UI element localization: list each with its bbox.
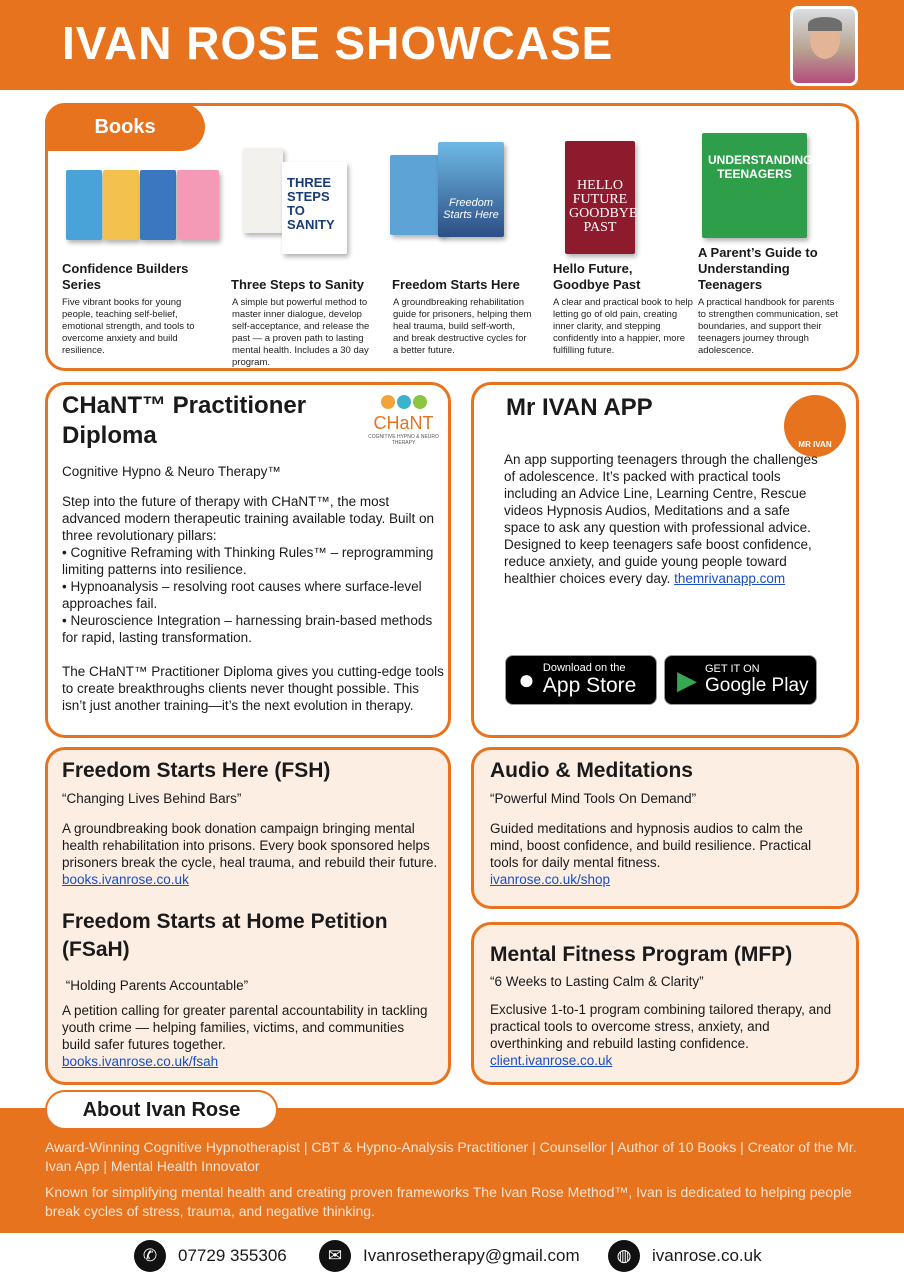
email-text: Ivanrosetherapy@gmail.com xyxy=(363,1246,580,1265)
mfp-title: Mental Fitness Program (MFP) xyxy=(490,943,793,966)
book-desc: A simple but powerful method to master inner dialogue, develop self-acceptance, and release the past — a proven path to lasting mental health. Includes a 30 day program. xyxy=(232,297,370,368)
app-body: An app supporting teenagers through the challenges of adolescence. It’s packed with practical tools including an Advice Line, Learning Centre, Rescue videos Hypnosis Audios, Meditations and a safe space to ask any question with professional advice. Designed to keep teenagers safe boost confidence, reduce anxiety, and guide young people toward healthier choices every day. xyxy=(504,452,818,586)
phone-icon: ✆ xyxy=(134,1240,166,1272)
appstore-big: App Store xyxy=(542,674,637,697)
mfp-body: Exclusive 1-to-1 program combining tailored therapy, and practical tools to overcome stress, anxiety, and overthinking and rebuild lasting confidence. xyxy=(490,1002,832,1051)
chant-logo-sub: COGNITIVE HYPNO & NEURO THERAPY xyxy=(368,434,439,446)
page-title: IVAN ROSE SHOWCASE xyxy=(62,17,614,69)
about-title: About Ivan Rose xyxy=(45,1090,278,1130)
globe-icon: ◍ xyxy=(608,1240,640,1272)
audio-body: Guided meditations and hypnosis audios to calm the mind, boost confidence, and build resilience. Practical tools for daily mental fitness. xyxy=(490,821,812,870)
fsh-title: Freedom Starts Here (FSH) xyxy=(62,759,331,782)
chant-pillar: • Neuroscience Integration – harnessing brain-based methods for rapid, lasting transformation. xyxy=(62,613,433,645)
fsah-link[interactable]: books.ivanrose.co.uk/fsah xyxy=(62,1054,219,1069)
chant-logo-text: CHaNT xyxy=(373,413,434,433)
fsh-section xyxy=(45,747,451,1085)
chant-section xyxy=(45,382,451,738)
mail-icon: ✉ xyxy=(319,1240,351,1272)
book-desc: A groundbreaking rehabilitation guide for prisoners, helping them heal trauma, build self-worth, and break destructive cycles for a better future. xyxy=(393,297,532,356)
app-title: Mr IVAN APP xyxy=(506,394,653,421)
google-play-button[interactable] xyxy=(664,655,817,705)
cover-freedom-back xyxy=(390,155,445,235)
books-tab: Books xyxy=(45,103,205,151)
chant-closing: The CHaNT™ Practitioner Diploma gives you cutting-edge tools to create breakthroughs clients never thought possible. This isn’t just another training—it’s the next evolution in therapy. xyxy=(62,664,444,713)
chant-title: CHaNT™ Practitioner Diploma xyxy=(62,392,307,449)
book-desc: A clear and practical book to help letting go of old pain, creating inner clarity, and stepping confidently into a happier, more fulfilling future. xyxy=(553,297,693,356)
play-big: Google Play xyxy=(705,675,809,696)
chant-pillar: • Cognitive Reframing with Thinking Rules™ – reprogramming limiting patterns into resilience. xyxy=(62,545,434,577)
apple-icon: ● xyxy=(518,664,535,695)
cover-hello-title: HELLO FUTURE GOODBYE PAST xyxy=(569,178,638,235)
mfp-quote: “6 Weeks to Lasting Calm & Clarity” xyxy=(490,974,704,989)
audio-quote: “Powerful Mind Tools On Demand” xyxy=(490,791,697,806)
appstore-small: Download on the xyxy=(542,662,626,674)
phone-text: 07729 355306 xyxy=(178,1246,287,1265)
website-text: ivanrose.co.uk xyxy=(652,1246,762,1265)
chant-body xyxy=(62,493,444,714)
mr-ivan-logo: MR IVAN xyxy=(784,395,846,457)
contact-phone[interactable] xyxy=(134,1240,287,1272)
book-title: Hello Future, Goodbye Past xyxy=(553,261,641,292)
fsh-quote: “Changing Lives Behind Bars” xyxy=(62,791,242,806)
book-title: Confidence Builders Series xyxy=(62,261,189,292)
book-title: A Parent’s Guide to Understanding Teenagers xyxy=(698,245,818,292)
about-credentials: Award-Winning Cognitive Hypnotherapist | CBT & Hypno-Analysis Practitioner | Counsellor | Author of 10 Books | Creator of the Mr. Ivan App | Mental Health Innovator xyxy=(45,1139,857,1174)
mfp-link[interactable]: client.ivanrose.co.uk xyxy=(490,1053,613,1068)
contact-email[interactable] xyxy=(319,1240,580,1272)
about-description: Known for simplifying mental health and creating proven frameworks The Ivan Rose Method™, Ivan is dedicated to helping people break cycles of stress, trauma, and negative thinking. xyxy=(45,1184,852,1219)
chant-subtitle: Cognitive Hypno & Neuro Therapy™ xyxy=(62,464,281,479)
cover-hello-future xyxy=(565,141,638,254)
book-title: Three Steps to Sanity xyxy=(231,277,364,292)
mfp-section xyxy=(471,922,859,1085)
app-store-button[interactable] xyxy=(505,655,657,705)
chant-pillar: • Hypnoanalysis – resolving root causes where surface-level approaches fail. xyxy=(62,579,422,611)
fsah-quote: “Holding Parents Accountable” xyxy=(62,978,249,993)
avatar xyxy=(790,6,858,86)
play-small: GET IT ON xyxy=(705,663,760,675)
audio-title: Audio & Meditations xyxy=(490,759,693,782)
book-desc: A practical handbook for parents to strengthen communication, set boundaries, and support their teenagers journey through adolescence. xyxy=(698,297,838,356)
cover-teens: UNDERSTANDING TEENAGERS xyxy=(702,133,807,238)
audio-section xyxy=(471,747,859,909)
chant-logo xyxy=(366,395,441,475)
cover-freedom-front: Freedom Starts Here xyxy=(438,142,504,237)
fsah-body: A petition calling for greater parental accountability in tackling youth crime — helping families, victims, and communities build safer futures together. xyxy=(62,1003,428,1052)
chant-intro: Step into the future of therapy with CHaNT™, the most advanced modern therapeutic training available today. Built on three revolutionary pillars: xyxy=(62,494,434,543)
contact-website[interactable] xyxy=(608,1240,762,1272)
cover-three-steps-front: THREE STEPS TO SANITY xyxy=(282,162,347,254)
fsah-title: Freedom Starts at Home Petition (FSaH) xyxy=(62,910,388,961)
app-link[interactable]: themrivanapp.com xyxy=(674,571,786,586)
cover-three-steps xyxy=(243,148,283,233)
book-desc: Five vibrant books for young people, teaching self-belief, emotional strength, and tools to overcome anxiety and build resilience. xyxy=(62,297,195,356)
fsh-link[interactable]: books.ivanrose.co.uk xyxy=(62,872,189,887)
fsh-body: A groundbreaking book donation campaign bringing mental health rehabilitation into prisons. Every book sponsored helps prisoners break the cycle, heal trauma, and rebuild their future. xyxy=(62,821,438,870)
audio-link[interactable]: ivanrose.co.uk/shop xyxy=(490,872,611,887)
book-title: Freedom Starts Here xyxy=(392,277,520,292)
play-icon: ▶ xyxy=(677,664,697,695)
